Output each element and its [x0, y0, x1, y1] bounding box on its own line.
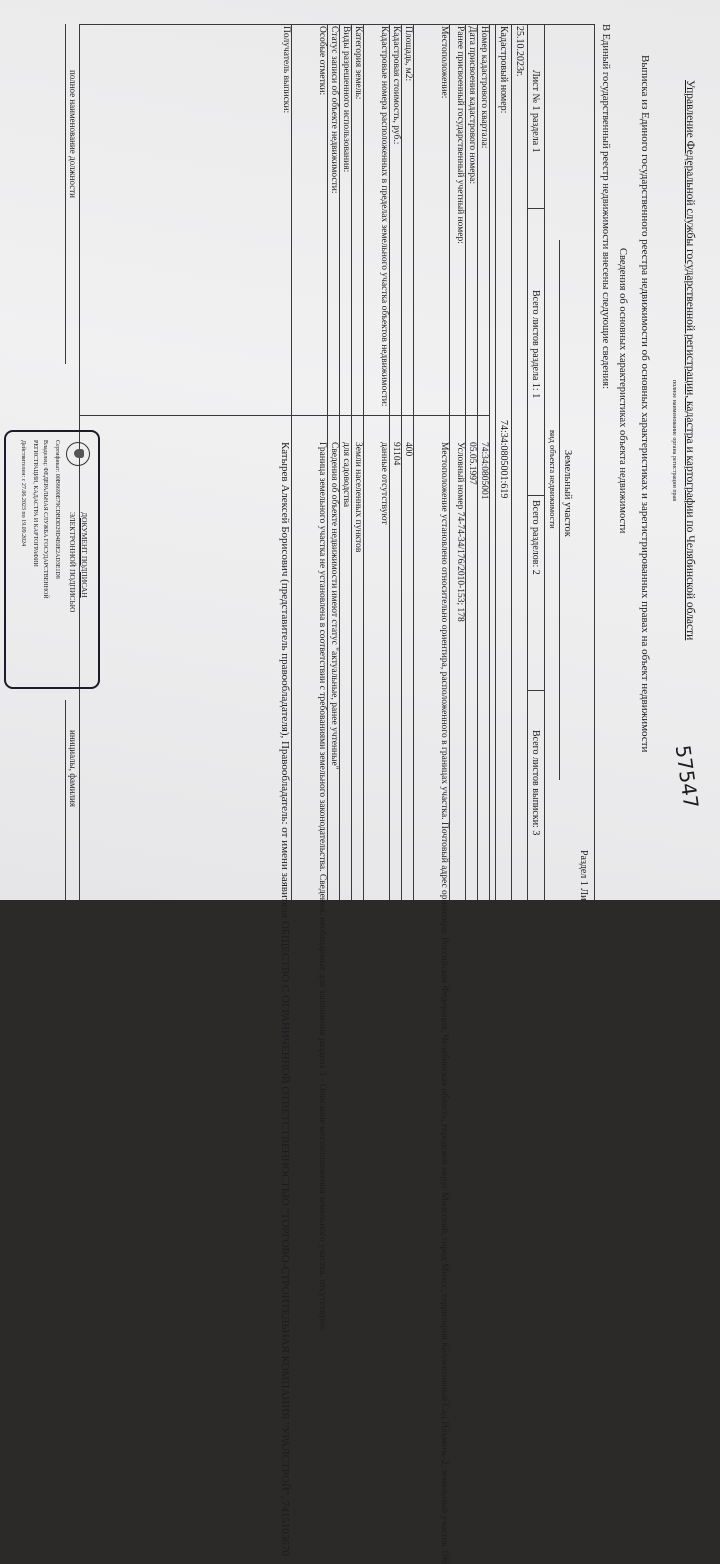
stamp-owner-continued: РЕГИСТРАЦИИ, КАДАСТРА И КАРТОГРАФИИ: [32, 440, 38, 567]
row-value: для садоводства: [341, 442, 351, 508]
row-label: Номер кадастрового квартала:: [479, 26, 489, 149]
table-row: [465, 24, 478, 900]
object-type: Земельный участок: [562, 450, 573, 537]
table-row: [79, 24, 292, 1556]
coat-of-arms-icon: [66, 442, 90, 466]
table-row: [339, 24, 352, 900]
date-row-top: [527, 24, 528, 900]
table-row: [389, 24, 402, 900]
table-row: [363, 24, 390, 900]
extract-title: Выписка из Единого государственного реестра недвижимости об основных характеристиках и зарегистрированных правах на объект недвижимости: [639, 55, 651, 753]
row-value: Граница земельного участка не установлена в соответствии с требованиями земельного законодательства. Сведения, необходимые для заполнения раздела 3 - Описание местоположения земельного участка, отсутствуют.: [317, 442, 327, 1332]
row-value: 05.05.1997: [467, 442, 477, 485]
table-row: [413, 24, 450, 1564]
row-label: Получатель выписки:: [281, 26, 291, 114]
row-value: 74:34:0805001: [479, 442, 489, 500]
row-value: 400: [403, 442, 413, 457]
table-row: [401, 24, 414, 900]
row-label: Виды разрешенного использования:: [341, 26, 351, 173]
cadastral-label: Кадастровый номер:: [498, 26, 509, 114]
handwritten-number: 57547: [670, 743, 704, 810]
row-label: Площадь, м2:: [403, 26, 413, 82]
table-row: [291, 24, 328, 1332]
row-label: Кадастровая стоимость, руб.:: [391, 26, 401, 145]
sections-total: Всего разделов: 2: [530, 500, 541, 575]
row-value: данные отсутствуют: [379, 442, 389, 525]
row-value: 91104: [391, 442, 401, 466]
section-label: Раздел 1 Ли: [578, 850, 589, 901]
table-top-border: [594, 24, 595, 900]
sheets-total: Всего листов выписки: 3: [530, 730, 541, 836]
position-note: полное наименование должности: [68, 70, 78, 198]
table-row: [477, 24, 490, 900]
e-signature-stamp: [4, 430, 100, 689]
row-label: Кадастровые номера расположенных в пределах земельного участка объектов недвижимости:: [379, 26, 389, 407]
signature-line: [65, 700, 66, 900]
cadastral-value: 74:34:0805001:619: [498, 420, 509, 499]
row-label: Дата присвоения кадастрового номера:: [467, 26, 477, 185]
table-row: [327, 24, 340, 900]
stamp-title: ДОКУМЕНТ ПОДПИСАН: [80, 512, 89, 598]
cadastral-row-top: [511, 24, 512, 900]
sheet-divider-1: [528, 208, 545, 209]
position-line: [65, 24, 66, 364]
object-type-note: вид объекта недвижимости: [548, 430, 558, 529]
info-title: Сведения об основных характеристиках объекта недвижимости: [617, 248, 628, 534]
sheet-divider-2: [528, 495, 545, 496]
row-value: Катырев Алексей Борисович (представитель правообладателя), Правообладатель: от имени заявителя ОБЩЕСТВО С ОГРАНИЧЕННОЙ ОТВЕТСТВЕННОСТЬЮ "ТОРГОВО-СТРОИТЕЛЬНАЯ КОМПАНИЯ "УРАЛСТРОЙ", 7415103670: [279, 442, 291, 1556]
table-left-border: [80, 24, 595, 25]
row-label: Ранее присвоенный государственный учетный номер:: [455, 26, 465, 244]
row-value: Земли населенных пунктов: [353, 442, 363, 553]
sheet-row-top: [544, 24, 545, 900]
row-label: Местоположение:: [439, 26, 449, 99]
object-type-underline: [559, 240, 560, 780]
table-row: [449, 24, 466, 900]
table-row: [351, 24, 364, 900]
row-value: Местоположение установлено относительно ориентира, расположенного в границах участка. Почтовый адрес ориентира: Российская Федерация, Челябинская область, городской округ Миасский, город Миасс, территория Коллективный Сад Ильмень-2, земельный участок 196: [439, 442, 449, 1564]
sheet-divider-3: [528, 690, 545, 691]
agency-title: Управление Федеральной службы государственной регистрации, кадастра и картографии по Челябинской области: [684, 80, 696, 641]
sheets-in-section: Всего листов раздела 1: 1: [530, 290, 541, 399]
cadastral-row-bottom: [495, 24, 496, 900]
sheet-label: Лист № 1 раздела 1: [530, 70, 541, 153]
row-label: Статус записи об объекте недвижимости:: [329, 26, 339, 194]
row-label: Особые отметки:: [317, 26, 327, 96]
stamp-validity: Действителен: с 27.06.2023 по 19.09.2024: [20, 440, 26, 547]
extract-date: 25.10.2023г.: [514, 26, 525, 77]
row-label: Категория земель:: [353, 26, 363, 100]
stamp-subtitle: ЭЛЕКТРОННОЙ ПОДПИСЬЮ: [68, 512, 77, 613]
stamp-cert: Сертификат: 00B8690E79CDBDD29D4E0E2AD3E1D8: [54, 440, 60, 579]
signature-note: инициалы, фамилия: [68, 730, 78, 807]
stamp-owner: Владелец: ФЕДЕРАЛЬНАЯ СЛУЖБА ГОСУДАРСТВЕННОЙ: [42, 440, 48, 599]
row-value: Условный номер 74-74-34/176/2010-153; 178: [455, 442, 465, 622]
intro-text: В Единый государственный реестр недвижимости внесены следующие сведения:: [600, 24, 611, 390]
row-value: Сведения об объекте недвижимости имеют статус "актуальные, ранее учтенные": [329, 442, 339, 770]
agency-note: полное наименование органа регистрации прав: [671, 380, 677, 502]
